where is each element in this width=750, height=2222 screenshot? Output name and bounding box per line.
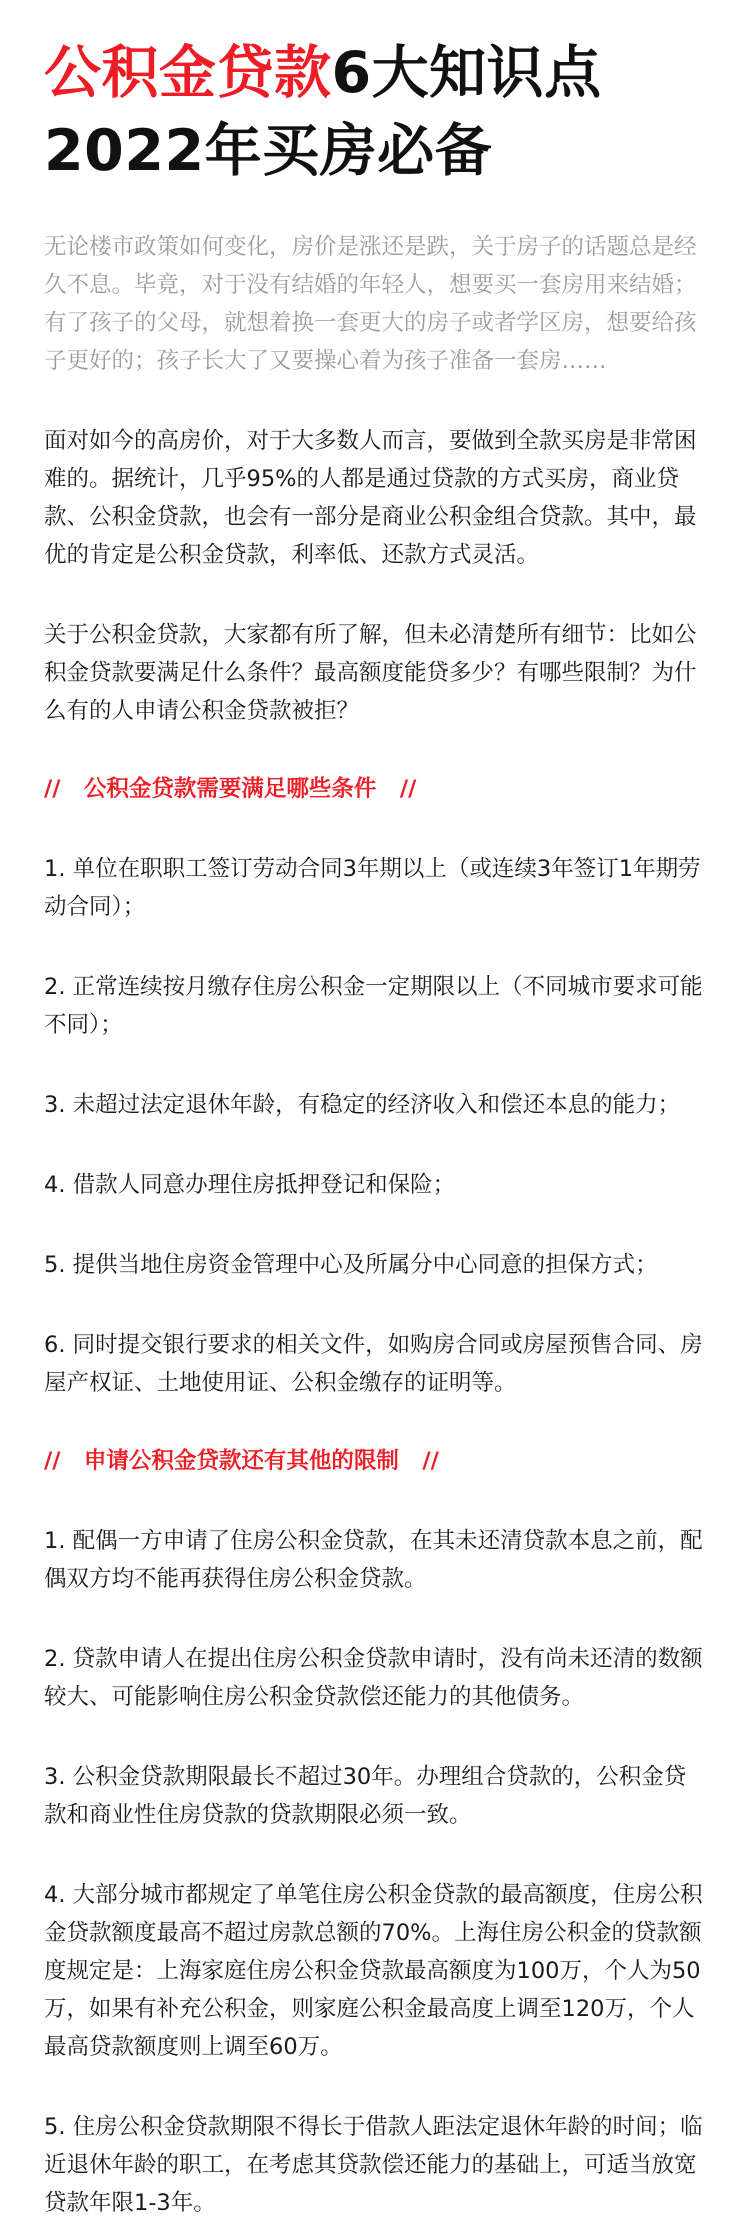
condition-item-1: 1. 单位在职职工签订劳动合同3年期以上（或连续3年签订1年期劳动合同）； — [44, 856, 701, 920]
restriction-item-4: 4. 大部分城市都规定了单笔住房公积金贷款的最高额度，住房公积金贷款额度最高不超过房款总额的70%。上海住房公积金的贷款额度规定是：上海家庭住房公积金贷款最高额度为100万，个人为50万，如果有补充公积金，则家庭公积金最高度上调至120万，个人最高贷款额度则上调至60万。 — [44, 1882, 703, 2060]
restriction-item-3: 3. 公积金贷款期限最长不超过30年。办理组合贷款的，公积金贷款和商业性住房贷款的贷款期限必须一致。 — [44, 1764, 687, 1828]
title-line-1 — [44, 34, 706, 112]
intro-paragraph: 无论楼市政策如何变化，房价是涨还是跌，关于房子的话题总是经久不息。毕竟，对于没有结婚的年轻人，想要买一套房用来结婚；有了孩子的父母，就想着换一套更大的房子或者学区房，想要给孩子更好的；孩子长大了又要操心着为孩子准备一套房…… — [44, 234, 697, 374]
condition-item-2: 2. 正常连续按月缴存住房公积金一定期限以上（不同城市要求可能不同）； — [44, 974, 703, 1038]
article-title — [44, 0, 706, 190]
title-line-1-rest: 6大知识点 — [331, 40, 602, 106]
title-line-2: 2022年买房必备 — [44, 118, 493, 184]
restriction-item-2: 2. 贷款申请人在提出住房公积金贷款申请时，没有尚未还清的数额较大、可能影响住房公积金贷款偿还能力的其他债务。 — [44, 1646, 703, 1710]
condition-item-5: 5. 提供当地住房资金管理中心及所属分中心同意的担保方式； — [44, 1252, 658, 1278]
body-paragraph-2: 关于公积金贷款，大家都有所了解，但未必清楚所有细节：比如公积金贷款要满足什么条件？最高额度能贷多少？有哪些限制？为什么有的人申请公积金贷款被拒？ — [44, 622, 697, 724]
body-paragraph-1: 面对如今的高房价，对于大多数人而言，要做到全款买房是非常困难的。据统计，几乎95%的人都是通过贷款的方式买房，商业贷款、公积金贷款，也会有一部分是商业公积金组合贷款。其中，最优的肯定是公积金贷款，利率低、还款方式灵活。 — [44, 428, 697, 568]
condition-item-6: 6. 同时提交银行要求的相关文件，如购房合同或房屋预售合同、房屋产权证、土地使用证、公积金缴存的证明等。 — [44, 1332, 703, 1396]
restriction-item-5: 5. 住房公积金贷款期限不得长于借款人距法定退休年龄的时间；临近退休年龄的职工，在考虑其贷款偿还能力的基础上，可适当放宽贷款年限1-3年。 — [44, 2114, 703, 2216]
condition-item-3: 3. 未超过法定退休年龄，有稳定的经济收入和偿还本息的能力； — [44, 1092, 681, 1118]
section-heading-restrictions: // 申请公积金贷款还有其他的限制 // — [44, 1448, 439, 1474]
condition-item-4: 4. 借款人同意办理住房抵押登记和保险； — [44, 1172, 456, 1198]
restriction-item-1: 1. 配偶一方申请了住房公积金贷款，在其未还清贷款本息之前，配偶双方均不能再获得住房公积金贷款。 — [44, 1528, 703, 1592]
title-highlight: 公积金贷款 — [44, 40, 332, 106]
section-heading-conditions: // 公积金贷款需要满足哪些条件 // — [44, 776, 417, 802]
